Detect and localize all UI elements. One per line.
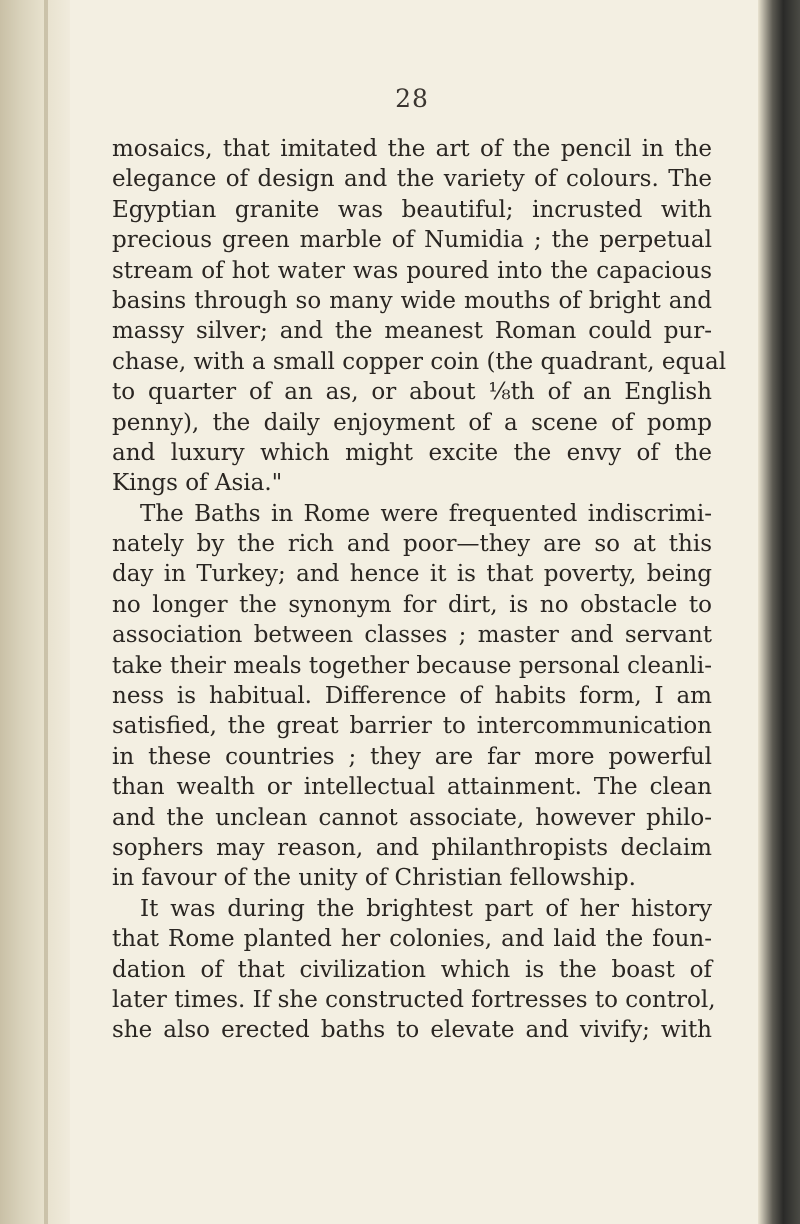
text-line: take their meals together because personal cleanli- [112, 652, 712, 679]
text-line: association between classes ; master and servant [112, 622, 712, 649]
text-line: Egyptian granite was beautiful; incrusted with [112, 196, 712, 223]
text-line: satisfied, the great barrier to intercommunication [112, 713, 712, 740]
text-line: that Rome planted her colonies, and laid the foun- [112, 926, 712, 953]
text-line: than wealth or intellectual attainment. The clean [112, 774, 712, 801]
text-line: stream of hot water was poured into the capacious [112, 257, 712, 284]
text-line: mosaics, that imitated the art of the pencil in the [112, 136, 712, 162]
text-line: later times. If she constructed fortresses to control, [112, 986, 716, 1013]
text-line: no longer the synonym for dirt, is no obstacle to [112, 591, 712, 618]
text-line: to quarter of an as, or about ⅛th of an English [112, 379, 712, 406]
text-line: precious green marble of Numidia ; the perpetual [112, 227, 712, 254]
body-text [112, 134, 727, 1046]
page-edge-dark [758, 0, 800, 1224]
text-line: and luxury which might excite the envy of the [112, 439, 712, 466]
text-line: penny), the daily enjoyment of a scene of pomp [112, 409, 712, 436]
text-line: in these countries ; they are far more powerful [112, 743, 712, 770]
text-line: nately by the rich and poor—they are so at this [112, 531, 712, 558]
text-line: massy silver; and the meanest Roman could pur- [112, 318, 712, 345]
text-line: The Baths in Rome were frequented indiscrimi- [140, 500, 712, 527]
text-line: chase, with a small copper coin (the quadrant, equal [112, 348, 727, 375]
text-line: basins through so many wide mouths of bright and [112, 287, 712, 314]
text-line: sophers may reason, and philanthropists declaim [112, 834, 712, 861]
text-line: Kings of Asia." [112, 470, 283, 497]
text-line: day in Turkey; and hence it is that poverty, being [112, 561, 712, 588]
page-number: 28 [395, 84, 429, 113]
text-line: and the unclean cannot associate, however philo- [112, 804, 712, 831]
text-line: in favour of the unity of Christian fellowship. [112, 865, 636, 892]
text-line: she also erected baths to elevate and vivify; with [112, 1017, 712, 1044]
text-line: elegance of design and the variety of colours. The [112, 166, 712, 193]
text-line: dation of that civilization which is the boast of [112, 956, 712, 983]
page-gutter-shadow [0, 0, 70, 1224]
text-line: ness is habitual. Difference of habits form, I am [112, 683, 712, 710]
text-line: It was during the brightest part of her history [140, 895, 712, 922]
